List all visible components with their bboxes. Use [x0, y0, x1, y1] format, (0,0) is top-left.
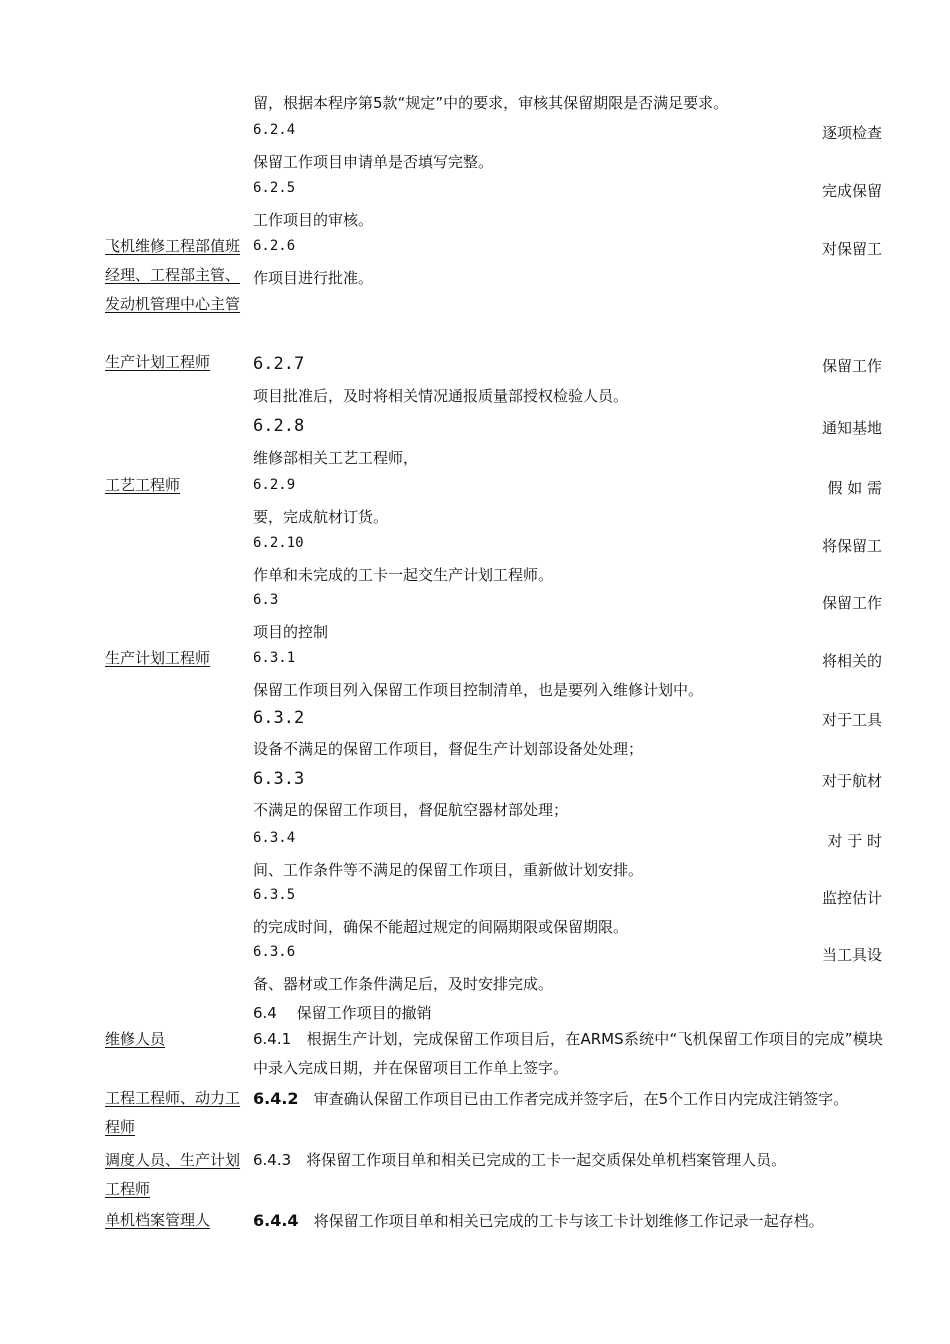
line-retention-review: 留，根据本程序第5款“规定”中的要求，审核其保留期限是否满足要求。	[253, 94, 729, 112]
item-lead-6-3-4: 对 于 时	[827, 832, 882, 850]
item-text-6-3-6: 备、器材或工作条件满足后，及时安排完成。	[253, 975, 554, 993]
item-text-6-4-3: 6.4.3 将保留工作项目单和相关已完成的工卡一起交质保处单机档案管理人员。	[253, 1151, 787, 1169]
section-text-6-3: 项目的控制	[253, 623, 329, 641]
role-production-planning-engineer: 生产计划工程师	[105, 353, 211, 371]
item-number-6-4-2: 6.4.2	[253, 1089, 299, 1108]
item-text-6-2-7: 项目批准后，及时将相关情况通报质量部授权检验人员。	[253, 387, 629, 405]
item-text-6-2-6: 作项目进行批准。	[253, 269, 374, 287]
item-text-6-3-5: 的完成时间，确保不能超过规定的间隔期限或保留期限。	[253, 918, 629, 936]
item-number-6-2-6: 6.2.6	[253, 238, 296, 254]
item-6-4-2	[253, 1084, 883, 1114]
item-text-6-4-2: 审查确认保留工作项目已由工作者完成并签字后，在5个工作日内完成注销签字。	[298, 1090, 849, 1108]
item-text-6-3-4: 间、工作条件等不满足的保留工作项目，重新做计划安排。	[253, 861, 644, 879]
item-6-4-4	[253, 1206, 883, 1236]
item-lead-6-3-1: 将相关的	[821, 652, 882, 670]
item-number-6-3-6: 6.3.6	[253, 944, 296, 960]
item-lead-6-2-4: 逐项检查	[821, 124, 882, 142]
item-number-6-3-1: 6.3.1	[253, 650, 296, 666]
item-text-6-4-1: 6.4.1 根据生产计划，完成保留工作项目后，在ARMS系统中“飞机保留工作项目的完成”模块中录入完成日期，并在保留项目工作单上签字。	[253, 1030, 883, 1077]
section-heading-6-4: 6.4 保留工作项目的撤销	[253, 1004, 432, 1022]
item-text-6-3-3: 不满足的保留工作项目，督促航空器材部处理；	[253, 801, 569, 819]
item-text-6-3-1: 保留工作项目列入保留工作项目控制清单，也是要列入维修计划中。	[253, 681, 704, 699]
item-lead-6-3-3: 对于航材	[821, 772, 882, 790]
role-maintenance-manager: 飞机维修工程部值班经理、工程部主管、发动机管理中心主管	[105, 237, 241, 313]
item-text-6-2-8: 维修部相关工艺工程师，	[253, 449, 419, 467]
section-lead-6-3: 保留工作	[821, 594, 882, 612]
item-lead-6-2-10: 将保留工	[821, 537, 882, 555]
item-number-6-2-8: 6.2.8	[253, 416, 305, 436]
item-lead-6-2-7: 保留工作	[821, 357, 882, 375]
item-lead-6-2-9: 假 如 需	[827, 479, 882, 497]
item-lead-6-3-6: 当工具设	[821, 946, 882, 964]
item-number-6-3-2: 6.3.2	[253, 708, 305, 728]
item-text-6-4-4: 将保留工作项目单和相关已完成的工卡与该工卡计划维修工作记录一起存档。	[298, 1212, 824, 1230]
item-lead-6-3-2: 对于工具	[821, 711, 882, 729]
role-archive-manager: 单机档案管理人	[105, 1211, 211, 1229]
role-production-planning-engineer-2: 生产计划工程师	[105, 649, 211, 667]
item-text-6-2-5: 工作项目的审核。	[253, 211, 374, 229]
section-number-6-3: 6.3	[253, 592, 279, 608]
item-text-6-3-2: 设备不满足的保留工作项目，督促生产计划部设备处处理；	[253, 740, 644, 758]
role-dispatcher: 调度人员、生产计划工程师	[105, 1151, 241, 1198]
item-text-6-2-9: 要，完成航材订货。	[253, 508, 389, 526]
role-engineering-engineer: 工程工程师、动力工程师	[105, 1089, 241, 1136]
item-lead-6-3-5: 监控估计	[821, 889, 882, 907]
item-lead-6-2-8: 通知基地	[821, 419, 882, 437]
item-number-6-2-4: 6.2.4	[253, 122, 296, 138]
item-number-6-2-5: 6.2.5	[253, 180, 296, 196]
item-text-6-2-10: 作单和未完成的工卡一起交生产计划工程师。	[253, 566, 554, 584]
item-text-6-2-4: 保留工作项目申请单是否填写完整。	[253, 153, 494, 171]
item-lead-6-2-6: 对保留工	[821, 240, 882, 258]
item-number-6-4-4: 6.4.4	[253, 1211, 299, 1230]
role-process-engineer: 工艺工程师	[105, 476, 181, 494]
item-number-6-3-4: 6.3.4	[253, 830, 296, 846]
item-number-6-2-9: 6.2.9	[253, 477, 296, 493]
item-number-6-3-3: 6.3.3	[253, 769, 305, 789]
item-lead-6-2-5: 完成保留	[821, 182, 882, 200]
item-number-6-3-5: 6.3.5	[253, 887, 296, 903]
role-maintenance-staff: 维修人员	[105, 1030, 166, 1048]
item-number-6-2-10: 6.2.10	[253, 535, 304, 551]
item-number-6-2-7: 6.2.7	[253, 354, 305, 374]
